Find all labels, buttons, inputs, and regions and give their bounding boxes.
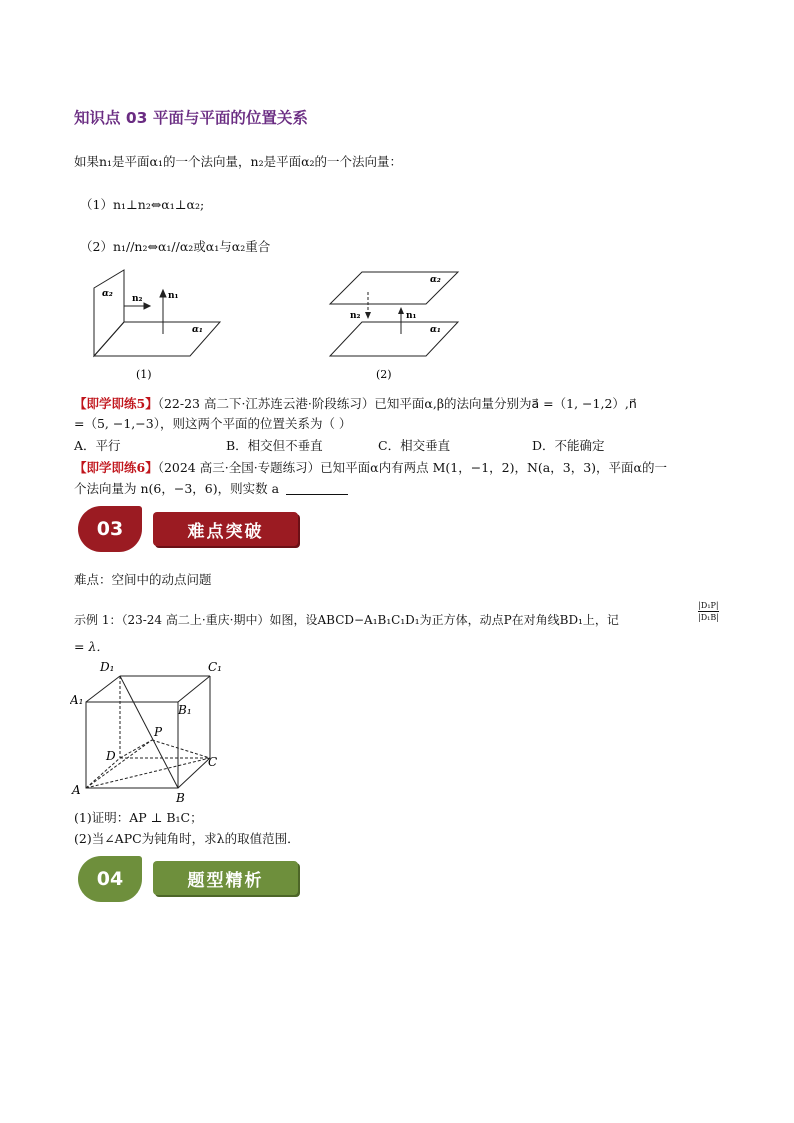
figure-caption-2: (2)	[376, 368, 392, 381]
vertex-D1: D₁	[100, 660, 115, 674]
vertex-A: A	[72, 783, 81, 797]
difficulty-title: 难点：空间中的动点问题	[74, 572, 212, 587]
exercise-5-text-line2: =（5, −1,−3），则这两个平面的位置关系为（ ）	[74, 416, 352, 431]
label-n1: n₁	[168, 291, 179, 301]
vertex-C: C	[208, 755, 218, 769]
question-2: (2)当∠APC为钝角时，求λ的取值范围．	[74, 831, 300, 846]
figure-parallel-planes	[326, 266, 466, 382]
option-d: D．不能确定	[532, 438, 605, 453]
option-a: A．平行	[74, 438, 121, 453]
intro-text: 如果n₁是平面α₁的一个法向量，n₂是平面α₂的一个法向量：	[74, 154, 403, 169]
vertex-C1: C₁	[208, 660, 222, 674]
exercise-6-text-line1: （2024 高三·全国·专题练习）已知平面α内有两点 M(1，−1，2)，N(a，3，3)，平面α的一	[157, 460, 667, 475]
option-b: B．相交但不垂直	[226, 438, 323, 453]
label-n2: n₂	[132, 294, 143, 304]
point-P: P	[154, 725, 163, 739]
label-n2: n₂	[350, 311, 361, 321]
vertex-A1: A₁	[70, 693, 84, 707]
example-1-line1: 示例 1：（23-24 高二上·重庆·期中）如图，设ABCD−A₁B₁C₁D₁为正方体，动点P在对角线BD₁上，记	[74, 613, 619, 627]
exercise-5-tag: 【即学即练5】	[74, 396, 158, 411]
banner-04-badge	[78, 856, 142, 902]
exercise-6-tag: 【即学即练6】	[74, 460, 158, 475]
question-1: (1)证明：AP ⊥ B₁C；	[74, 810, 203, 825]
fraction-denominator: |D₁B|	[698, 613, 719, 622]
label-alpha1: α₁	[430, 325, 441, 335]
cube-figure	[70, 654, 230, 806]
banner-03-number: 03	[96, 518, 124, 540]
relation-item-1: （1）n₁⊥n₂⇔α₁⊥α₂;	[80, 197, 205, 212]
label-n1: n₁	[406, 311, 417, 321]
label-alpha1: α₁	[192, 325, 203, 335]
exercise-5-text-line1: （22-23 高二下·江苏连云港·阶段练习）已知平面α,β的法向量分别为a⃗ =（1, −1,2）,n⃗	[157, 396, 637, 411]
banner-03-label: 难点突破	[153, 512, 298, 546]
section-title: 知识点 03 平面与平面的位置关系	[74, 109, 308, 127]
figure-caption-1: (1)	[136, 368, 152, 381]
banner-04-label: 题型精析	[153, 861, 298, 895]
vertex-B: B	[176, 791, 185, 805]
vertex-B1: B₁	[178, 703, 192, 717]
fraction-numerator: |D₁P|	[698, 601, 719, 610]
vertex-D: D	[106, 749, 116, 763]
exercise-6-text-line2: 个法向量为 n(6，−3，6)，则实数 a	[74, 481, 280, 496]
answer-blank	[286, 494, 348, 495]
banner-04-number: 04	[96, 868, 124, 890]
label-alpha2: α₂	[102, 289, 113, 299]
example-1-line2: = λ．	[74, 639, 109, 654]
exercise-5	[74, 394, 637, 412]
label-alpha2: α₂	[430, 275, 441, 285]
option-c: C．相交垂直	[378, 438, 451, 453]
relation-item-2: （2）n₁//n₂⇔α₁//α₂或α₁与α₂重合	[80, 239, 271, 254]
banner-03-badge	[78, 506, 142, 552]
figure-perpendicular-planes	[86, 268, 226, 384]
exercise-6	[74, 458, 667, 476]
lambda-fraction	[698, 600, 719, 623]
